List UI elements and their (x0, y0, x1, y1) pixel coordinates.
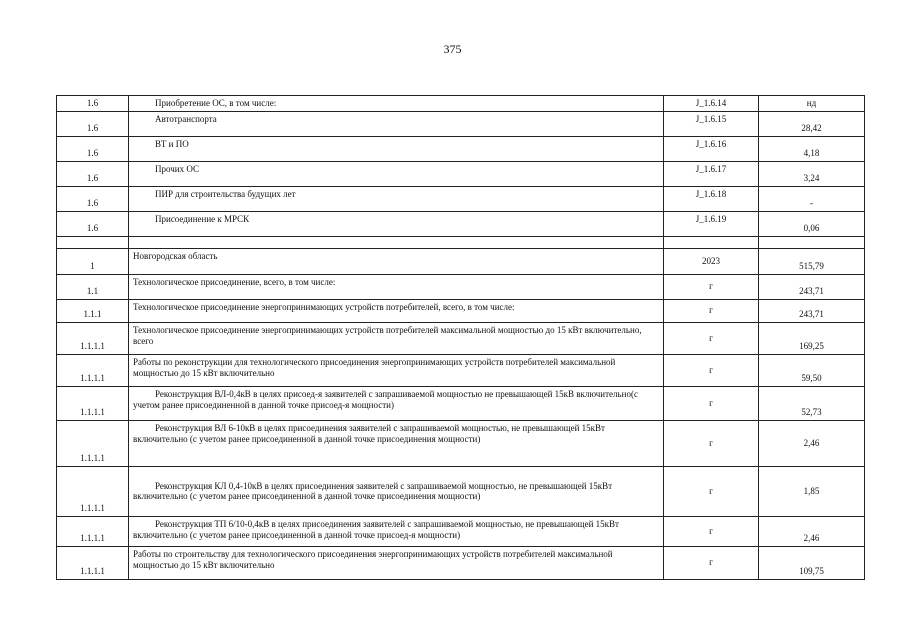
row-number: 1.1.1.1 (57, 386, 129, 420)
row-value: 2,46 (759, 420, 865, 466)
table-row (57, 274, 865, 299)
row-name: Новгородская область (129, 248, 664, 274)
row-number: 1.1.1.1 (57, 546, 129, 579)
row-number: 1.6 (57, 96, 129, 112)
row-value: 3,24 (759, 161, 865, 186)
row-name: Автотранспорта (129, 111, 664, 136)
row-name: ВТ и ПО (129, 136, 664, 161)
row-name: Присоединение к МРСК (129, 211, 664, 236)
row-code: J_1.6.14 (664, 96, 759, 112)
row-code: 2023 (664, 248, 759, 274)
row-name: Технологическое присоединение, всего, в том числе: (129, 274, 664, 299)
row-number: 1.1.1 (57, 299, 129, 322)
row-number: 1.1.1.1 (57, 354, 129, 386)
row-number: 1.1.1.1 (57, 322, 129, 354)
row-code: г (664, 322, 759, 354)
row-code: J_1.6.17 (664, 161, 759, 186)
row-value: 1,85 (759, 466, 865, 516)
row-code (664, 236, 759, 248)
row-value: 52,73 (759, 386, 865, 420)
row-code: J_1.6.15 (664, 111, 759, 136)
row-number: 1.1.1.1 (57, 466, 129, 516)
row-name: Реконструкция ВЛ-0,4кВ в целях присоед-я заявителей с запрашиваемой мощностью не превышающей 15кВ включительно(с учетом ранее присоединенной в данной точке присоед-я мощности) (129, 386, 664, 420)
row-name: Реконструкция КЛ 0,4-10кВ в целях присоединения заявителей с запрашиваемой мощностью, не превышающей 15кВт включительно (с учетом ранее присоединенной в данной точке присоединения мощности) (129, 466, 664, 516)
table-row (57, 248, 865, 274)
row-value: - (759, 186, 865, 211)
table-row (57, 136, 865, 161)
table-row (57, 386, 865, 420)
page-number: 375 (443, 42, 462, 56)
data-table (56, 95, 865, 580)
row-number: 1.1.1.1 (57, 420, 129, 466)
table-row (57, 211, 865, 236)
row-value: 4,18 (759, 136, 865, 161)
table-row-empty (57, 236, 865, 248)
row-code: г (664, 354, 759, 386)
row-name (129, 236, 664, 248)
row-code: J_1.6.19 (664, 211, 759, 236)
table-row (57, 111, 865, 136)
row-code: J_1.6.16 (664, 136, 759, 161)
row-number: 1.1.1.1 (57, 516, 129, 546)
table-row (57, 466, 865, 516)
row-number (57, 236, 129, 248)
table-row (57, 546, 865, 579)
row-number: 1.6 (57, 111, 129, 136)
row-name: Реконструкция ТП 6/10-0,4кВ в целях присоединения заявителей с запрашиваемой мощностью, не превышающей 15кВт включительно (с учетом ранее присоединенной в данной точке присоед-я мощности) (129, 516, 664, 546)
row-number: 1.6 (57, 161, 129, 186)
row-value: 169,25 (759, 322, 865, 354)
row-value: 243,71 (759, 299, 865, 322)
row-name: Технологическое присоединение энергопринимающих устройств потребителей, всего, в том числе: (129, 299, 664, 322)
row-value: 0,06 (759, 211, 865, 236)
row-name: Прочих ОС (129, 161, 664, 186)
table-row (57, 354, 865, 386)
row-number: 1 (57, 248, 129, 274)
row-value: 243,71 (759, 274, 865, 299)
table-row (57, 299, 865, 322)
row-value: 28,42 (759, 111, 865, 136)
table-row (57, 322, 865, 354)
table-row (57, 96, 865, 112)
row-value: 59,50 (759, 354, 865, 386)
row-code: J_1.6.18 (664, 186, 759, 211)
row-name: Технологическое присоединение энергопринимающих устройств потребителей максимальной мощностью до 15 кВт включительно, всего (129, 322, 664, 354)
row-value: нд (759, 96, 865, 112)
row-value (759, 236, 865, 248)
row-code: г (664, 386, 759, 420)
table-row (57, 516, 865, 546)
row-number: 1.6 (57, 211, 129, 236)
row-value: 2,46 (759, 516, 865, 546)
row-number: 1.6 (57, 136, 129, 161)
table-row (57, 186, 865, 211)
row-code: г (664, 466, 759, 516)
row-name: Работы по строительству для технологического присоединения энергопринимающих устройств потребителей максимальной мощностью до 15 кВт включительно (129, 546, 664, 579)
row-number: 1.6 (57, 186, 129, 211)
row-number: 1.1 (57, 274, 129, 299)
row-value: 109,75 (759, 546, 865, 579)
row-name: Реконструкция ВЛ 6-10кВ в целях присоединения заявителей с запрашиваемой мощностью, не превышающей 15кВт включительно (с учетом ранее присоединенной в данной точке присоединения мощности) (129, 420, 664, 466)
row-code: г (664, 274, 759, 299)
row-code: г (664, 516, 759, 546)
table-row (57, 420, 865, 466)
row-code: г (664, 420, 759, 466)
row-name: ПИР для строительства будущих лет (129, 186, 664, 211)
row-name: Работы по реконструкции для технологического присоединения энергопринимающих устройств потребителей максимальной мощностью до 15 кВт включительно (129, 354, 664, 386)
row-value: 515,79 (759, 248, 865, 274)
row-code: г (664, 546, 759, 579)
table-row (57, 161, 865, 186)
row-name: Приобретение ОС, в том числе: (129, 96, 664, 112)
row-code: г (664, 299, 759, 322)
